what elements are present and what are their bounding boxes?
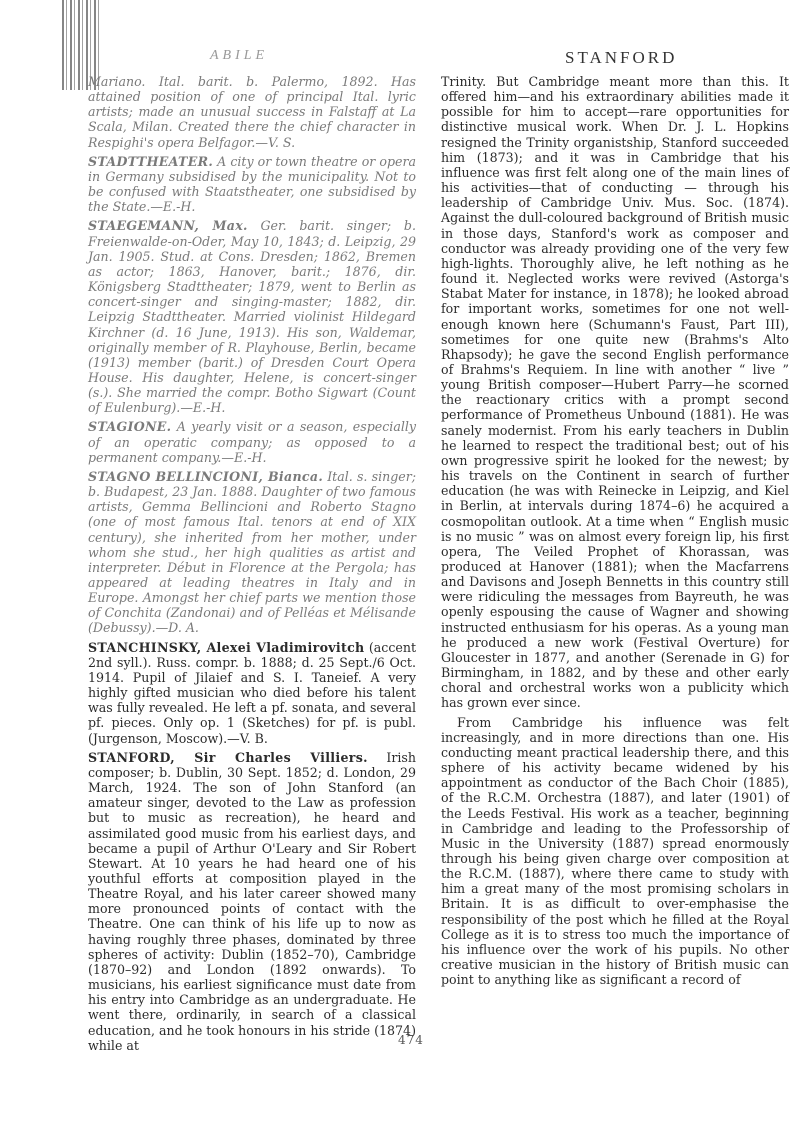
left-column — [88, 74, 416, 1057]
dictionary-entry — [88, 640, 416, 746]
entry-text: Trinity. But Cambridge meant more than this. It offered him—and his extraordinary abilities made it possible for him to accept—rare opportunities for distinctive musical work. When Dr. J. L. Hopkins resigned the Trinity organistship, Stanford succeeded him (1873); and it was in Cambridge that his influence was first felt along one of the main lines of his activities—that of conducting — through his leadership of Cambridge Univ. Mus. Soc. (1874). Against the dull-coloured background of British music in those days, Stanford's work as composer and conductor was already providing one of the very few high-lights. Thoroughly alive, he left nothing as he found it. Neglected works were revived (Astorga's Stabat Mater for instance, in 1878); he looked abroad for important works, sometimes for one not well-enough known here (Schumann's Faust, Part III), sometimes for one quite new (Brahms's Alto Rhapsody); he gave the second English performance of Brahms's Requiem. In line with another “ live ” young British composer—Hubert Parry—he scorned the reactionary critics with a prompt second performance of Prometheus Unbound (1881). He was sanely modernist. From his early teachers in Dublin he learned to respect the traditional best; out of his own progressive spirit he looked for the newest; by his travels on the Continent in search of further education (he was with Reinecke in Leipzig, and Kiel in Berlin, at intervals during 1874–6) he acquired a cosmopolitan outlook. At a time when “ English music is no music ” was on almost every foreign lip, his first opera, The Veiled Prophet of Khorassan, was produced at Hanover (1881); when the Macfarrens and Davisons and Joseph Bennetts in this country still were ridiculing the messages from Bayreuth, he was openly espousing the cause of Wagner and showing instructed enthusiasm for his operas. As a young man he produced a new work (Festival Overture) for Gloucester in 1877, and another (Serenade in G) for Birmingham, in 1882, and by these and other early choral and orchestral works won a publicity which has grown ever since. — [441, 74, 789, 711]
entry-text: Mariano. Ital. barit. b. Palermo, 1892. Has attained position of one of principal Ital. lyric artists; made an unusual success in Falstaff at La Scala, Milan. Created there the chief character in Respighi's opera Belfagor.—V. S. — [88, 74, 416, 150]
entry-text: Ger. barit. singer; b. Freienwalde-on-Oder, May 10, 1843; d. Leipzig, 29 Jan. 1905. Stud. at Cons. Dresden; 1862, Bremen as actor; 1863, Hanover, barit.; 1876, dir. Königsberg Stadttheater; 1879, went to Berlin as concert-singer and singing-master; 1882, dir. Leipzig Stadttheater. Married violinist Hildegard Kirchner (d. 16 June, 1913). His son, Waldemar, originally member of R. Playhouse, Berlin, became (1913) member (barit.) of Dresden Court Opera House. His daughter, Helene, is concert-singer (s.). She married the compr. Botho Sigwart (Count of Eulenburg).—E.-H. — [88, 218, 416, 416]
entry-text: Ital. s. singer; b. Budapest, 23 Jan. 1888. Daughter of two famous artists, Gemma Bellincioni and Roberto Stagno (one of most famous Ital. tenors at end of XIX century), she inherited from her mother, under whom she stud., her high qualities as artist and interpreter. Début in Florence at the Pergola; has appeared at leading theatres in Italy and in Europe. Amongst her chief parts we mention those of Conchita (Zandonai) and of Pelléas et Mélisande (Debussy).—D. A. — [88, 468, 416, 636]
entry-headword: STAGNO BELLINCIONI, Bianca. — [88, 468, 324, 484]
running-head-left: ABILE — [210, 48, 269, 63]
entry-text: From Cambridge his influence was felt increasingly, and in more directions than one. His conducting meant practical leadership there, and this sphere of his activity became widened by his appointment as conductor of the Bach Choir (1885), of the R.C.M. Orchestra (1887), and later (1901) of the Leeds Festival. His work as a teacher, beginning in Cambridge and leading to the Professorship of Music in the University (1887) spread enormously through his being given charge over composition at the R.C.M. (1887), where there came to study with him a great many of the most promising scholars in Britain. It is as difficult to over-emphasise the responsibility of the post which he filled at the Royal College as it is to stress too much the importance of his influence over the work of his pupils. No other creative musician in the history of British music can point to anything like as significant a record of — [441, 714, 789, 988]
dictionary-entry — [88, 154, 416, 215]
entry-headword: STANFORD, Sir Charles Villiers. — [88, 749, 368, 765]
running-head-right: STANFORD — [565, 48, 678, 67]
page-number: 474 — [398, 1033, 424, 1047]
entry-text: (accent 2nd syll.). Russ. compr. b. 1888; d. 25 Sept./6 Oct. 1914. Pupil of Jilaief and S. I. Taneief. A very highly gifted musician who died before his talent was fully revealed. He left a pf. sonata, and several pf. pieces. Only op. 1 (Sketches) for pf. is publ. (Jurgenson, Moscow).—V. B. — [88, 639, 417, 746]
entry-text: A city or town theatre or opera in Germany subsidised by the municipality. Not to be confused with Staatstheater, one subsidised by the State.—E.-H. — [88, 153, 416, 215]
entry-text: Irish composer; b. Dublin, 30 Sept. 1852; d. London, 29 March, 1924. The son of John Stanford (an amateur singer, devoted to the Law as profession but to music as recreation), he heard and assimilated good music from his earliest days, and became a pupil of Arthur O'Leary and Sir Robert Stewart. At 10 years he had heard one of his youthful efforts at composition played in the Theatre Royal, and his later career showed many more pronounced points of contact with the Theatre. One can think of his life up to now as having roughly three phases, dominated by three spheres of activity: Dublin (1852–70), Cambridge (1870–92) and London (1892 onwards). To musicians, his earliest significance must date from his entry into Cambridge as an undergraduate. He went there, ordinarily, in search of a classical education, and he took honours in his stride (1874) while at — [88, 749, 416, 1053]
dictionary-entry — [88, 750, 416, 1053]
entry-headword: STANCHINSKY, Alexei Vladimirovitch — [88, 639, 365, 655]
dictionary-entry — [441, 715, 789, 988]
dictionary-entry — [88, 419, 416, 464]
dictionary-entry — [441, 74, 789, 711]
entry-headword: STAGIONE. — [88, 419, 172, 435]
entry-headword: STADTTHEATER. — [88, 153, 214, 169]
entry-headword: STAEGEMANN, Max. — [88, 218, 248, 234]
dictionary-entry — [88, 74, 416, 150]
dictionary-entry — [88, 469, 416, 636]
entry-text: A yearly visit or a season, especially of an operatic company; as opposed to a permanent company.—E.-H. — [88, 419, 416, 465]
dictionary-entry — [88, 218, 416, 415]
right-column — [441, 74, 789, 991]
